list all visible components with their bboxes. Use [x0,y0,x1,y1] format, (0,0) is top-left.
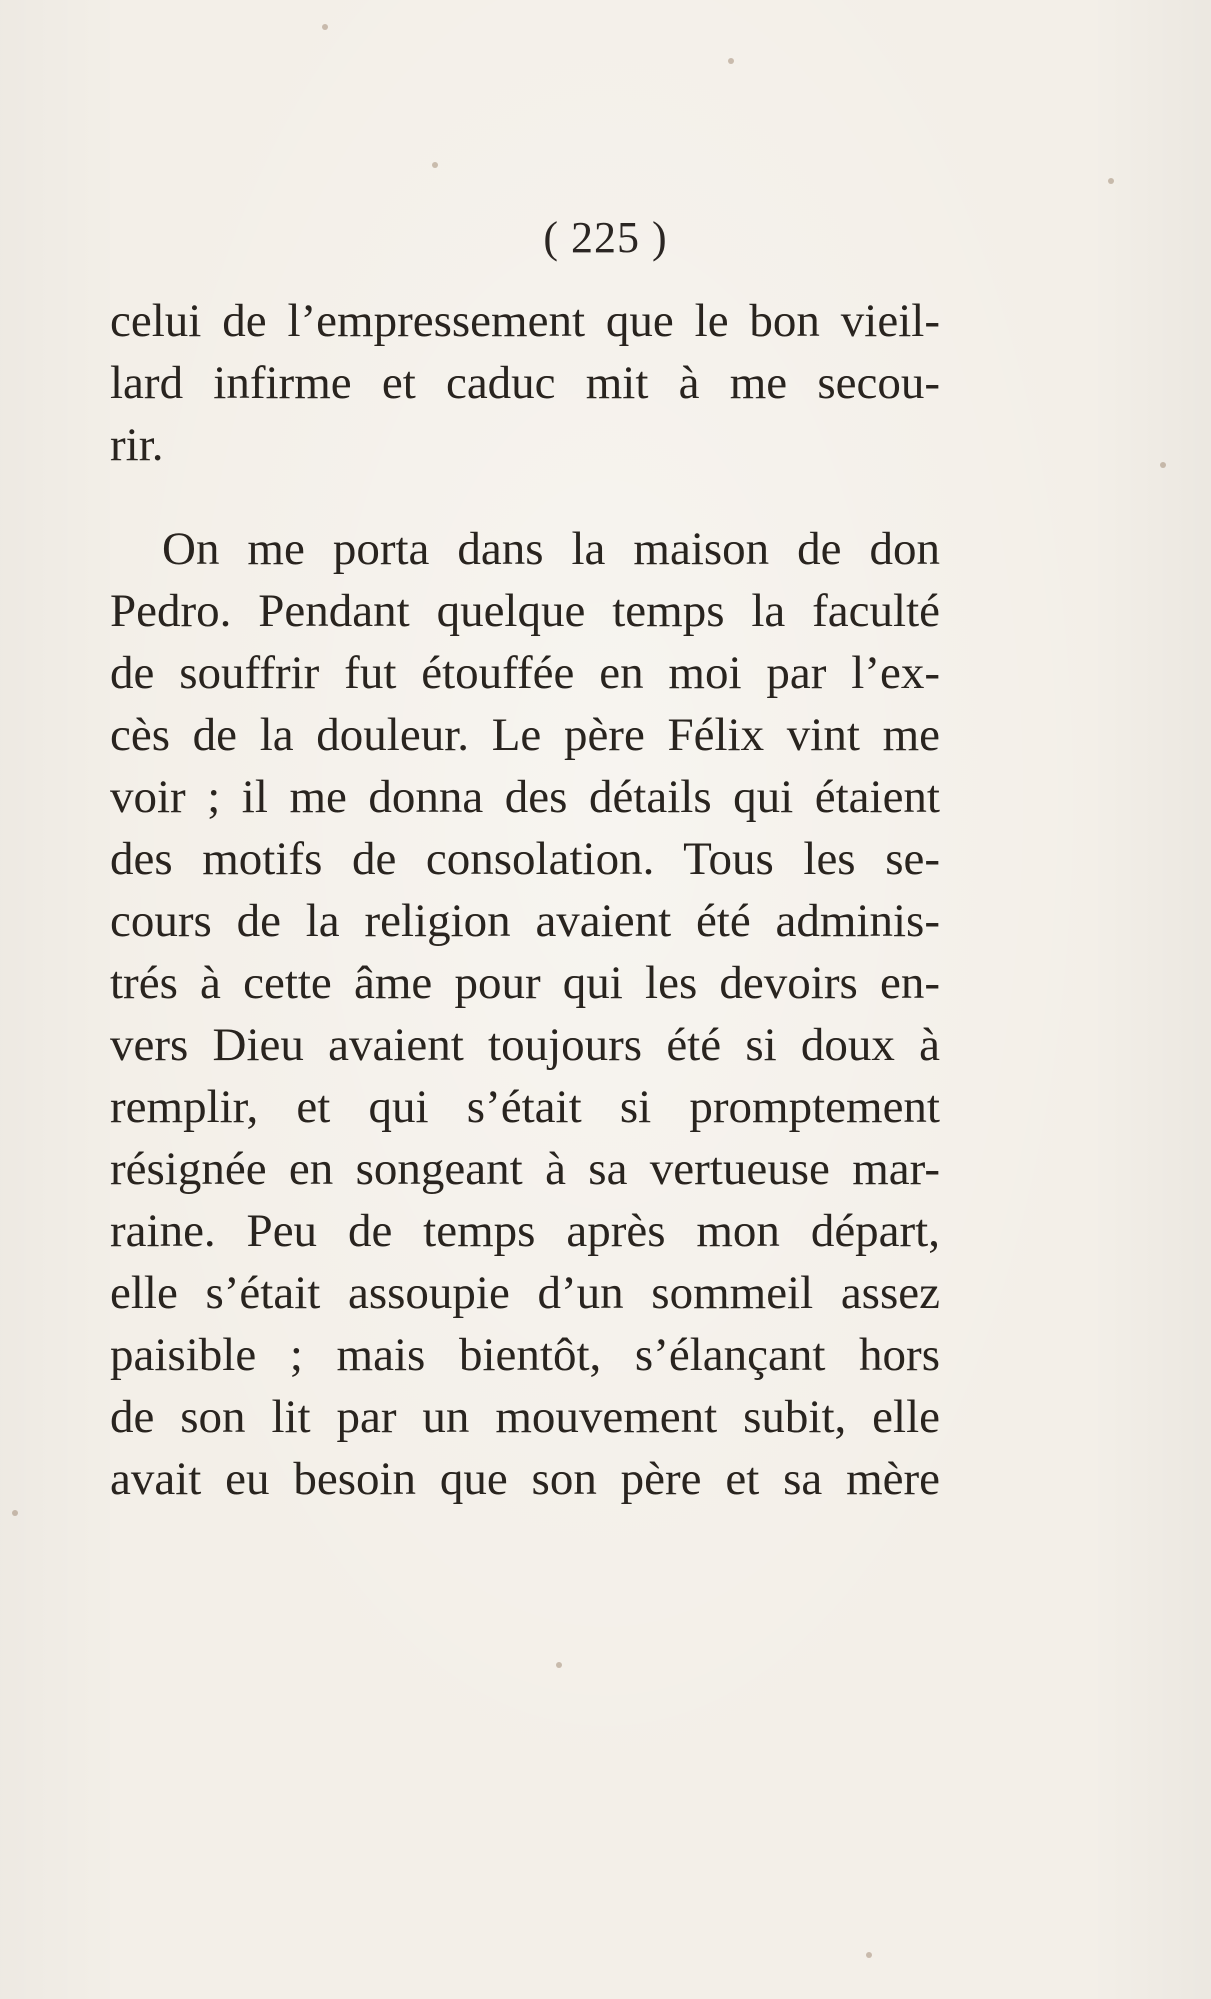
paper-speck [1160,462,1166,468]
paper-speck [12,1510,18,1516]
text-line: de son lit par un mouvement subit, elle [110,1391,940,1443]
text-line: résignée en songeant à sa vertueuse mar- [110,1143,940,1195]
text-line: voir ; il me donna des détails qui étaient [110,771,940,823]
text-line: de souffrir fut étouffée en moi par l’ex- [110,647,940,699]
text-line: cours de la religion avaient été adminis- [110,895,940,947]
text-line: Pedro. Pendant quelque temps la faculté [110,585,940,637]
text-line: On me porta dans la maison de don [162,523,940,575]
text-line: avait eu besoin que son père et sa mère [110,1453,940,1505]
page-number: ( 225 ) [543,213,668,262]
text-line: elle s’était assoupie d’un sommeil assez [110,1267,940,1319]
paper-speck [728,58,734,64]
text-line: celui de l’empressement que le bon vieil- [110,295,940,347]
text-line: cès de la douleur. Le père Félix vint me [110,709,940,761]
text-line: lard infirme et caduc mit à me secou- [110,357,940,409]
paper-speck [322,24,328,30]
text-line: vers Dieu avaient toujours été si doux à [110,1019,940,1071]
paragraph-gap [110,476,940,518]
paper-speck [432,162,438,168]
text-line: paisible ; mais bientôt, s’élançant hors [110,1329,940,1381]
text-line: trés à cette âme pour qui les devoirs en- [110,957,940,1009]
paper-speck [556,1662,562,1668]
text-line: des motifs de consolation. Tous les se- [110,833,940,885]
paper-speck [866,1952,872,1958]
paper-speck [1108,178,1114,184]
text-line: rir. [110,419,164,471]
text-line: remplir, et qui s’était si promptement [110,1081,940,1133]
body-text [110,290,940,1510]
text-line: raine. Peu de temps après mon départ, [110,1205,940,1257]
